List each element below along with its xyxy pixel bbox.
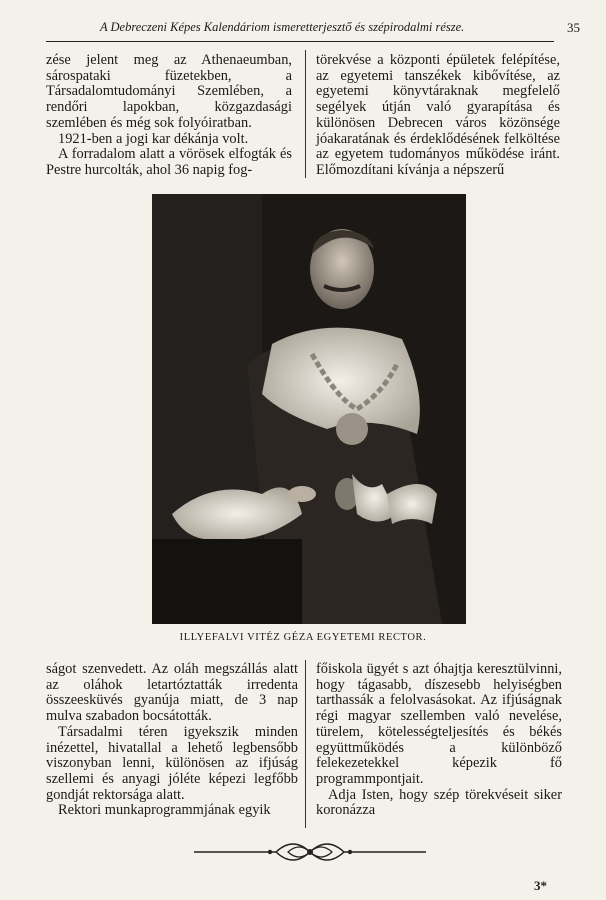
photo-caption: ILLYEFALVI VITÉZ GÉZA EGYETEMI RECTOR. xyxy=(179,632,427,643)
paragraph: ságot szenvedett. Az oláh megszállás alatt az oláhok letartóztatták irredenta összeesküvés gyanúja miatt, de 3 nap mulva szabadon bocsátották. xyxy=(46,661,298,725)
paragraph: főiskola ügyét s azt óhajtja keresztülvinni, hogy tágasabb, díszesebb helyiségben tarthassák a felolvasásokat. Az ifjúságnak régi magyar szellemben való nevelése, türelem, kötelességteljesítés és békés együttműködés a különböző felekezetekkel képezik fő programmpontjait. xyxy=(316,661,562,787)
column-divider xyxy=(305,50,306,178)
bottom-left-column xyxy=(46,662,298,819)
paragraph: zése jelent meg az Athenaeumban, sárospataki füzetekben, a Társadalomtudományi Szemlében, a rendőri lapokban, közgazdasági szemlében és még sok folyóiratban. xyxy=(46,52,292,131)
paragraph: Adja Isten, hogy szép törekvéseit siker koronázza xyxy=(316,786,562,819)
running-title: A Debreczeni Képes Kalendáriom ismeretterjesztő és szépirodalmi része. xyxy=(100,20,465,34)
header-rule xyxy=(46,41,554,42)
portrait-illustration xyxy=(152,194,466,624)
running-header xyxy=(30,14,580,40)
paragraph: Rektori munkaprogrammjának egyik xyxy=(58,802,271,819)
decorative-ornament xyxy=(190,832,430,872)
paragraph: törekvése a központi épületek felépítése, az egyetemi tanszékek kibővítése, az egyetemi könyvtáraknak megfelelő segélyek útján való gyarapítása és különösen Debrecen város közönsége jóakaratának és érdeklődésének felköltése az egyetem tudományos működése iránt. Előmozdítani kívánja a népszerű xyxy=(316,52,560,178)
page-number: 35 xyxy=(567,20,580,35)
paragraph: 1921-ben a jogi kar dékánja volt. xyxy=(58,130,249,147)
column-divider xyxy=(305,660,306,828)
top-right-column xyxy=(316,53,560,179)
signature-mark: 3* xyxy=(534,878,547,893)
bottom-right-column xyxy=(316,662,562,819)
top-left-column xyxy=(46,53,292,179)
paragraph: Társadalmi téren igyekszik minden inézettel, hivatallal a lehető legbensőbb viszonyban lenni, különösen az ifjúság szellemi és anyagi jóléte képezi legfőbb gondját rektorsága alatt. xyxy=(46,723,298,803)
paragraph: A forradalom alatt a vörösek elfogták és Pestre hurcolták, ahol 36 napig fog- xyxy=(46,146,292,178)
rector-portrait-photo xyxy=(152,194,466,624)
